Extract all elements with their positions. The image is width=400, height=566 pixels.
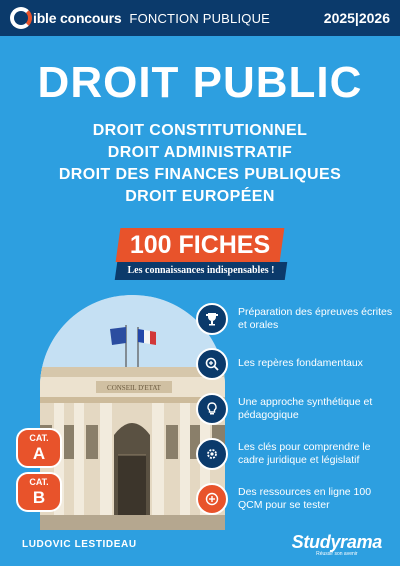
building-inscription: CONSEIL D'ETAT (107, 384, 161, 392)
category-prefix: CAT. (29, 433, 49, 443)
category-letter: A (32, 444, 46, 463)
fiches-banner-label: 100 FICHES (129, 231, 271, 259)
subject-item: DROIT DES FINANCES PUBLIQUES (58, 166, 342, 183)
subject-item: DROIT EUROPÉEN (125, 188, 275, 205)
brand-name: ible concours (33, 10, 122, 26)
category-prefix: CAT. (29, 477, 49, 487)
series-name: FONCTION PUBLIQUE (129, 10, 271, 26)
lightbulb-icon (196, 393, 228, 425)
feature-item (196, 296, 396, 341)
top-bar (0, 0, 400, 36)
brand-c-icon (10, 7, 32, 29)
book-title: DROIT PUBLIC (37, 58, 363, 107)
category-b-badge (16, 472, 62, 512)
feature-text: Les clés pour comprendre le cadre juridique et législatif (238, 440, 371, 466)
magnifier-plus-icon (196, 348, 228, 380)
subject-item: DROIT ADMINISTRATIF (107, 144, 293, 161)
category-a-badge (16, 428, 62, 468)
gear-icon (196, 438, 228, 470)
feature-list (196, 296, 396, 521)
publisher-name: Studyrama (291, 532, 382, 552)
author-name: LUDOVIC LESTIDEAU (22, 539, 137, 550)
publisher-logo (292, 532, 382, 557)
feature-item (196, 431, 396, 476)
feature-text: Des ressources en ligne 100 QCM pour se tester (238, 485, 372, 511)
feature-item (196, 386, 396, 431)
plus-circle-icon (196, 483, 228, 515)
feature-item (196, 341, 396, 386)
category-letter: B (32, 488, 46, 507)
subject-item: DROIT CONSTITUTIONNEL (92, 122, 308, 139)
publisher-tagline: Réussir son avenir (316, 551, 358, 557)
trophy-icon (196, 303, 228, 335)
feature-item (196, 476, 396, 521)
brand-logo (10, 6, 270, 30)
feature-text: Les repères fondamentaux (238, 357, 363, 369)
edition-years: 2025|2026 (323, 10, 390, 26)
subject-list (0, 120, 400, 208)
feature-text: Une approche synthétique et pédagogique (238, 395, 373, 421)
feature-text: Préparation des épreuves écrites et orales (238, 305, 393, 331)
tagline: Les connaissances indispensables ! (127, 265, 275, 276)
